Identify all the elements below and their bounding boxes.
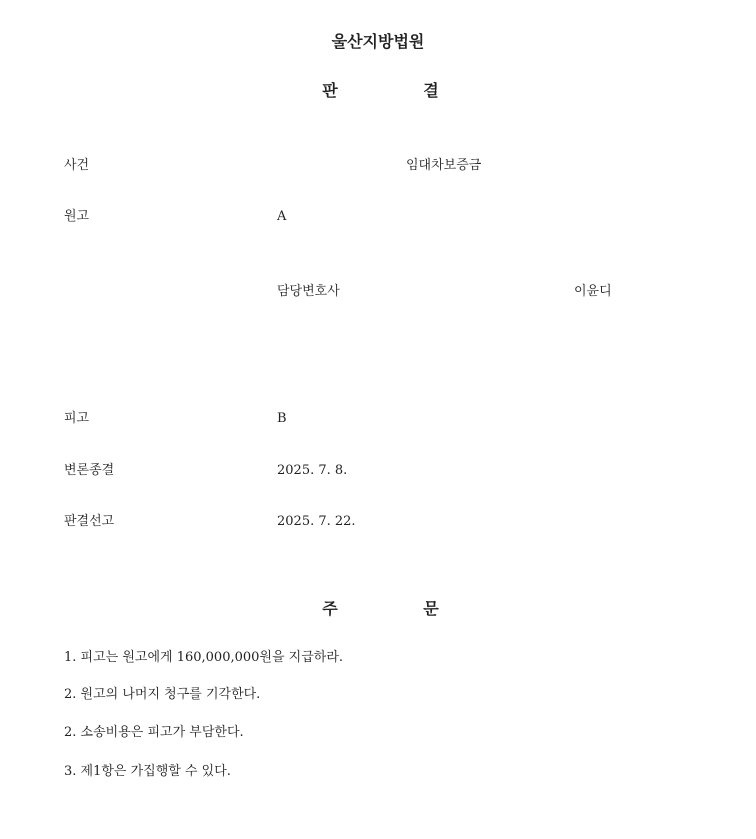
plaintiff-label: 원고: [64, 209, 90, 224]
judgment-title-char-2: 결: [423, 81, 439, 100]
court-name: 울산지방법원: [331, 32, 425, 51]
verdict-date-value: 2025. 7. 22.: [277, 514, 356, 529]
order-item-2: 2. 원고의 나머지 청구를 기각한다.: [64, 687, 261, 702]
counsel-name: 이윤디: [574, 284, 612, 299]
hearing-end-value: 2025. 7. 8.: [277, 463, 348, 478]
order-item-1: 1. 피고는 원고에게 160,000,000원을 지급하라.: [64, 650, 344, 665]
judgment-title: [0, 79, 756, 103]
case-value: 임대차보증금: [406, 158, 482, 173]
hearing-end-label: 변론종결: [64, 463, 115, 478]
verdict-date-label: 판결선고: [64, 514, 115, 529]
defendant-value: B: [277, 411, 287, 426]
order-title-char-2: 문: [423, 599, 439, 618]
order-item-3: 2. 소송비용은 피고가 부담한다.: [64, 725, 244, 740]
order-title-char-1: 주: [322, 599, 338, 618]
order-title: [0, 597, 756, 621]
case-label: 사건: [64, 158, 90, 173]
defendant-label: 피고: [64, 411, 90, 426]
judgment-title-char-1: 판: [322, 81, 338, 100]
counsel-role: 담당변호사: [277, 284, 340, 299]
order-item-4: 3. 제1항은 가집행할 수 있다.: [64, 764, 231, 779]
plaintiff-value: A: [277, 209, 287, 224]
